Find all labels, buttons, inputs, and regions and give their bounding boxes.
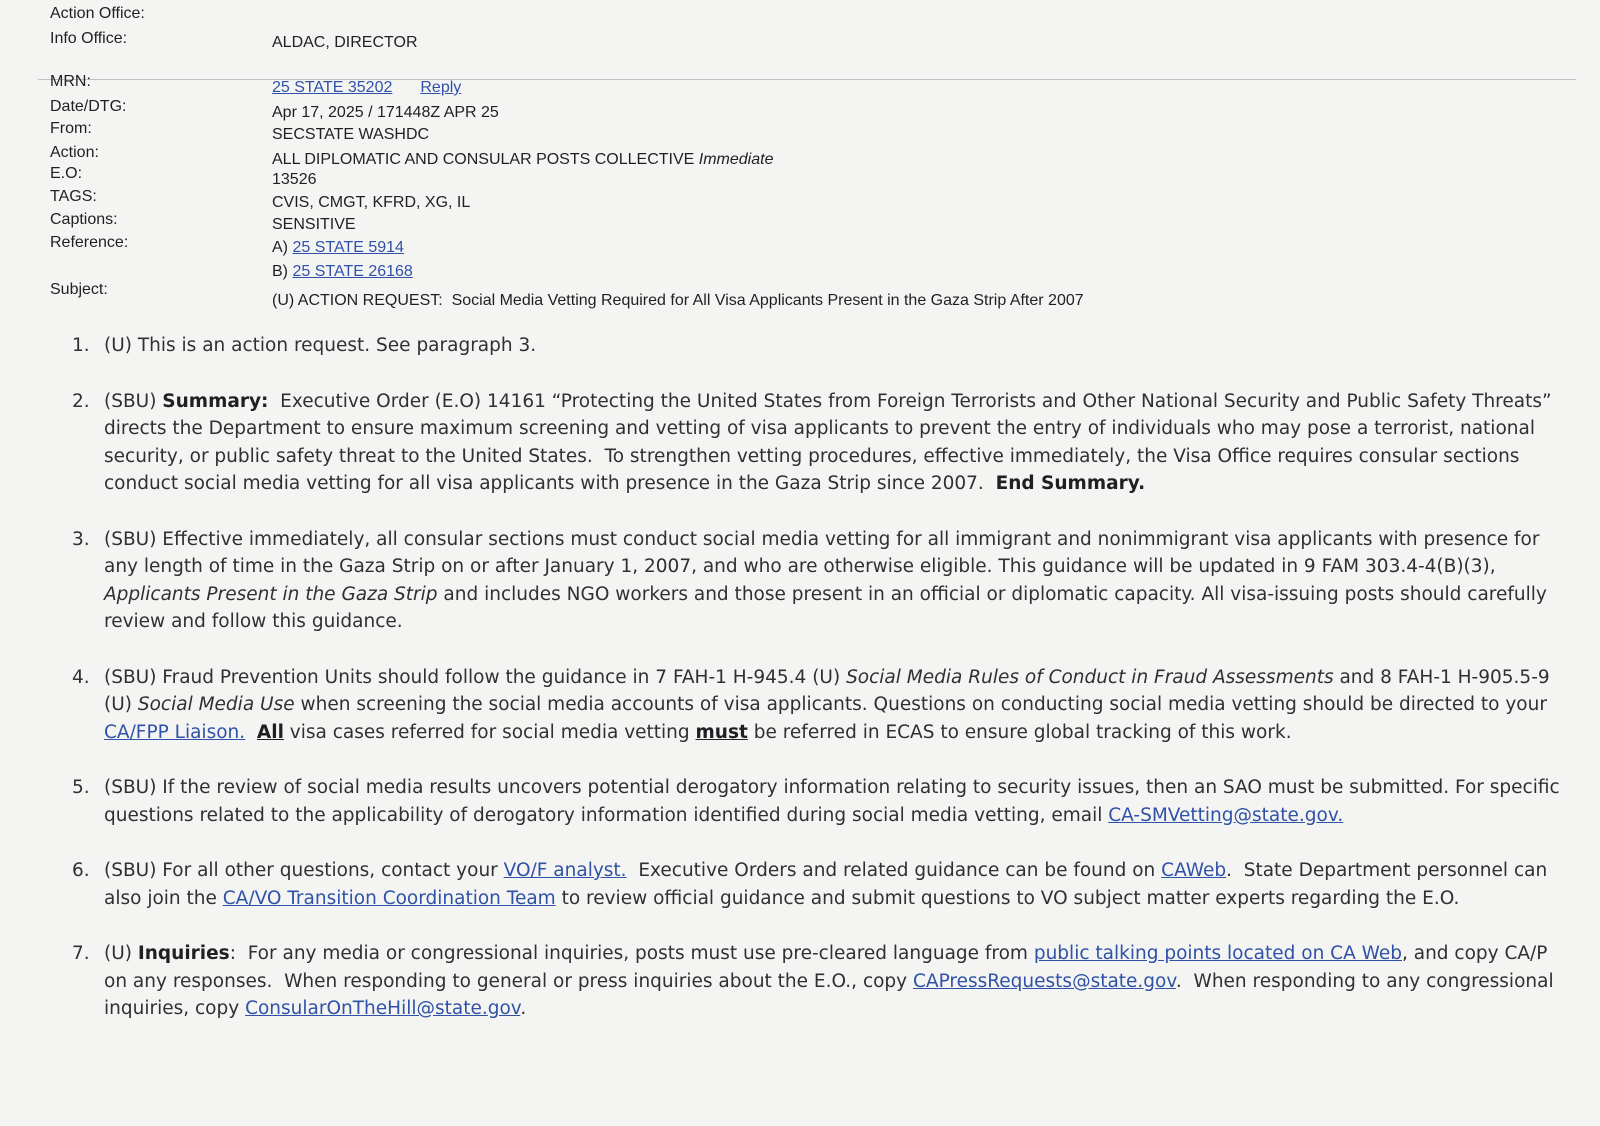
paragraph-number: 6. — [72, 860, 90, 881]
paragraph-text: Executive Orders and related guidance can be found on — [626, 860, 1162, 881]
paragraph-number: 4. — [72, 666, 90, 688]
paragraph-text: , and copy CA/P on any responses. When responding to general or press inquiries about the E.O., copy — [104, 943, 1554, 992]
summary-heading: Summary: — [162, 390, 269, 412]
action-priority: Immediate — [698, 151, 774, 168]
smvetting-email-link[interactable]: CA-SMVetting@state.gov. — [1108, 804, 1344, 826]
classification: (SBU) — [104, 390, 163, 412]
paragraph-number: 5. — [72, 777, 90, 798]
action-label: Action: — [50, 144, 99, 161]
paragraph-text: (SBU) Effective immediately, all consular sections must conduct social media vetting for all immigrant and nonimmigrant visa applicants with presence for any length of time in the Gaza Strip on or after January 1, 2007, and who are otherwise eligible. This guidance will be updated in 9 FAM 303.4-4(B)(3), — [104, 528, 1540, 577]
mrn-link[interactable]: 25 STATE 35202 — [272, 79, 393, 96]
paragraph-text: . — [520, 998, 527, 1019]
paragraph-5 — [72, 774, 1562, 829]
reference-a-prefix: A) — [272, 239, 288, 256]
caweb-link[interactable]: CAWeb — [1161, 860, 1227, 881]
paragraph-2 — [72, 388, 1562, 498]
paragraph-4 — [72, 664, 1562, 747]
reference-a-link[interactable]: 25 STATE 5914 — [292, 239, 404, 256]
paragraph-text: to review official guidance and submit questions to VO subject matter experts regarding the E.O. — [555, 887, 1460, 909]
eo-label: E.O: — [50, 165, 83, 182]
paragraph-7 — [72, 940, 1562, 1023]
paragraph-text: : For any media or congressional inquiries, posts must use pre-cleared language from — [229, 943, 1034, 964]
paragraph-text: . When responding to any congressional inquiries, copy — [104, 970, 1560, 1019]
paragraph-number: 2. — [72, 390, 90, 412]
paragraph-3 — [72, 526, 1562, 636]
paragraph-text: . State Department personnel can also join the — [104, 860, 1554, 909]
reference-b-prefix: B) — [272, 263, 288, 280]
info-office-value: ALDAC, DIRECTOR — [272, 34, 418, 51]
paragraph-text — [245, 722, 257, 743]
header-divider — [38, 79, 1576, 80]
subject-label: Subject: — [50, 281, 108, 298]
emphasis-must: must — [695, 721, 748, 743]
date-label: Date/DTG: — [50, 98, 127, 115]
tags-label: TAGS: — [50, 188, 97, 205]
from-label: From: — [50, 120, 92, 137]
paragraph-text: visa cases referred for social media vetting — [283, 721, 696, 743]
info-office-label: Info Office: — [50, 30, 128, 47]
paragraph-text: (SBU) If the review of social media results uncovers potential derogatory information relating to security issues, then an SAO must be submitted. For specific questions related to the applicability of derogatory information identified during social media vetting, email — [104, 777, 1560, 826]
captions-value: SENSITIVE — [272, 216, 356, 233]
inquiries-heading: Inquiries — [137, 943, 230, 964]
action-value: ALL DIPLOMATIC AND CONSULAR POSTS COLLECTIVE — [272, 151, 695, 168]
paragraph-1 — [72, 332, 1562, 360]
subject-value: (U) ACTION REQUEST: Social Media Vetting Required for All Visa Applicants Present in the Gaza Strip After 2007 — [272, 292, 1084, 309]
reference-a-row — [272, 239, 404, 257]
action-row — [272, 151, 773, 169]
paragraph-text: Executive Order (E.O) 14161 “Protecting the United States from Foreign Terrorists and Other National Security and Public Safety Threats” directs the Department to ensure maximum screening and vetting of visa applicants to prevent the entry of individuals who may pose a terrorist, national security, or public safety threat to the United States. To strengthen vetting procedures, effective immediately, the Visa Office requires consular sections conduct social media vetting for all visa applicants with presence in the Gaza Strip since 2007. — [104, 390, 1558, 494]
transition-team-link[interactable]: CA/VO Transition Coordination Team — [222, 887, 556, 909]
fpp-liaison-link[interactable]: CA/FPP Liaison. — [104, 721, 246, 743]
paragraph-text: and includes NGO workers and those present in an official or diplomatic capacity. All visa-issuing posts should carefully review and follow this guidance. — [104, 583, 1547, 632]
mrn-label: MRN: — [50, 73, 91, 90]
eo-value: 13526 — [272, 171, 317, 188]
paragraph-text: (SBU) Fraud Prevention Units should follow the guidance in 7 FAH-1 H-945.4 (U) — [104, 666, 847, 688]
emphasis-all: All — [256, 721, 284, 743]
reply-link[interactable]: Reply — [420, 79, 462, 96]
mrn-row — [272, 79, 461, 97]
paragraph-number: 3. — [72, 528, 90, 550]
fam-citation-title: Applicants Present in the Gaza Strip — [104, 583, 438, 605]
paragraph-number: 1. — [72, 335, 90, 356]
fah-citation-title: Social Media Use — [137, 694, 295, 715]
reference-b-link[interactable]: 25 STATE 26168 — [292, 263, 413, 280]
paragraph-6 — [72, 857, 1562, 912]
cable-body — [72, 332, 1562, 1023]
fah-citation-title: Social Media Rules of Conduct in Fraud Assessments — [846, 666, 1334, 688]
date-value: Apr 17, 2025 / 171448Z APR 25 — [272, 104, 499, 121]
consular-hill-email-link[interactable]: ConsularOnTheHill@state.gov — [245, 998, 521, 1019]
paragraph-text: (SBU) For all other questions, contact your — [104, 860, 504, 881]
reference-label: Reference: — [50, 234, 129, 251]
paragraph-text: when screening the social media accounts of visa applicants. Questions on conducting social media vetting should be directed to your — [294, 694, 1547, 715]
end-summary: End Summary. — [995, 473, 1146, 494]
paragraph-text: be referred in ECAS to ensure global tracking of this work. — [747, 721, 1292, 743]
paragraph-text: (U) This is an action request. See paragraph 3. — [104, 335, 537, 356]
classification: (U) — [104, 943, 138, 964]
tags-value: CVIS, CMGT, KFRD, XG, IL — [272, 194, 471, 211]
talking-points-link[interactable]: public talking points located on CA Web — [1033, 943, 1402, 964]
vof-analyst-link[interactable]: VO/F analyst. — [503, 860, 627, 881]
captions-label: Captions: — [50, 211, 118, 228]
paragraph-number: 7. — [72, 943, 90, 964]
action-office-label: Action Office: — [50, 5, 145, 22]
reference-b-row — [272, 263, 413, 281]
press-requests-email-link[interactable]: CAPressRequests@state.gov — [913, 970, 1176, 992]
paragraph-text: and 8 FAH-1 H-905.5-9 (U) — [104, 666, 1550, 715]
from-value: SECSTATE WASHDC — [272, 126, 430, 143]
